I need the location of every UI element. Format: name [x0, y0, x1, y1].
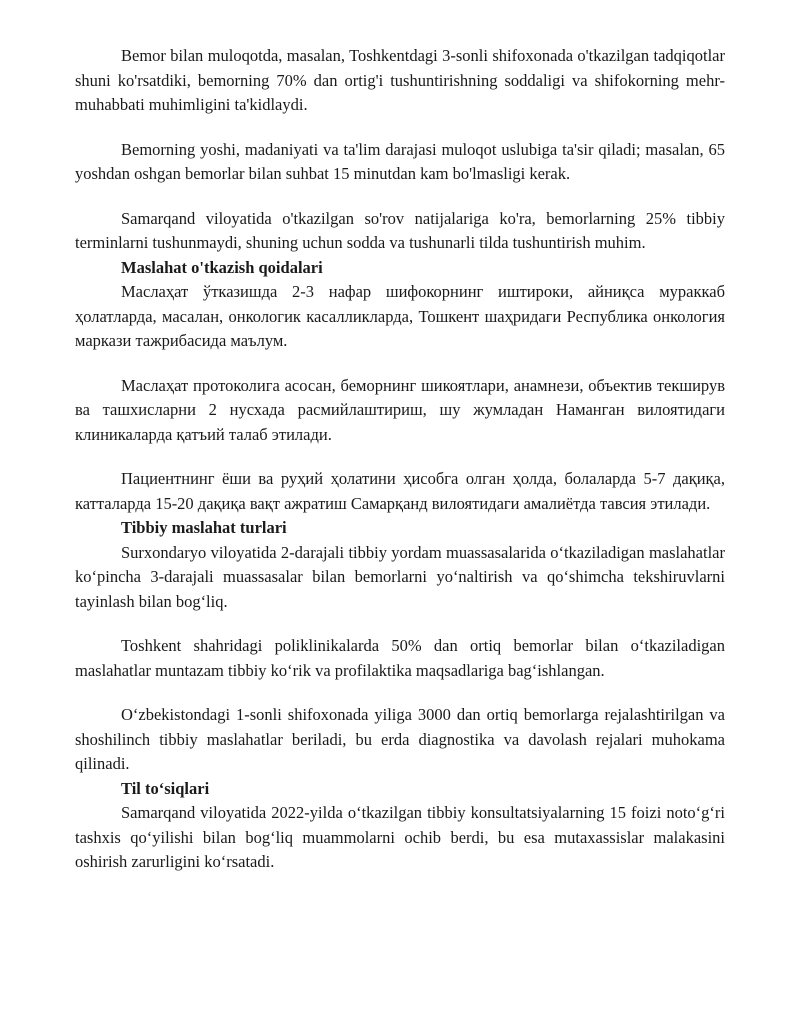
paragraph-10: Samarqand viloyatida 2022-yilda oʻtkazilgan tibbiy konsultatsiyalarning 15 foizi notoʻgʻri tashxis qoʻyilishi bilan bogʻliq muammolarni ochib berdi, bu esa mutaxassislar malakasini oshirish zarurligini koʻrsatadi. — [75, 803, 725, 871]
document-page — [75, 44, 725, 875]
paragraph-9: Oʻzbekistondagi 1-sonli shifoxonada yiliga 3000 dan ortiq bemorlarga rejalashtirilgan va shoshilinch tibbiy maslahatlar beriladi, bu erda diagnostika va davolash rejalari muhokama qilinadi. — [75, 705, 725, 773]
paragraph-5: Маслаҳат протоколига асосан, беморнинг шикоятлари, анамнези, объектив текширув ва ташхисларни 2 нусхада расмийлаштириш, шу жумладан Наманган вилоятидаги клиникаларда қатъий талаб этилади. — [75, 375, 725, 444]
section-heading-language-barriers: Til toʻsiqlari — [121, 778, 210, 798]
paragraph-7: Surxondaryo viloyatida 2-darajali tibbiy yordam muassasalarida oʻtkaziladigan maslahatlar koʻpincha 3-darajali muassasalar bilan bemorlarni yoʻnaltirish va qoʻshimcha tekshiruvlarni tayinlash bilan bogʻliq. — [75, 542, 725, 611]
paragraph-1: Bemor bilan muloqotda, masalan, Toshkentdagi 3-sonli shifoxonada o'tkazilgan tadqiqotlar shuni ko'rsatdiki, bemorning 70% dan ortig'i tushuntirishning soddaligi va shifokorning mehr-muhabbati muhimligini ta'kidlaydi. — [75, 46, 725, 114]
section-heading-consultation-types: Tibbiy maslahat turlari — [121, 518, 287, 537]
paragraph-6: Пациентнинг ёши ва руҳий ҳолатини ҳисобга олган ҳолда, болаларда 5-7 дақиқа, катталарда 15-20 дақиқа вақт ажратиш Самарқанд вилоятидаги амалиётда тавсия этилади. — [75, 469, 725, 513]
paragraph-3: Samarqand viloyatida o'tkazilgan so'rov natijalariga ko'ra, bemorlarning 25% tibbiy terminlarni tushunmaydi, shuning uchun sodda va tushunarli tilda tushuntirish muhim. — [75, 208, 725, 252]
section-heading-consultation-rules: Maslahat o'tkazish qoidalari — [121, 257, 323, 277]
paragraph-4: Маслаҳат ўтказишда 2-3 нафар шифокорнинг иштироки, айниқса мураккаб ҳолатларда, масалан, онкологик касалликларда, Тошкент шаҳридаги Республика онкология маркази тажрибасида маълум. — [75, 282, 725, 350]
paragraph-2: Bemorning yoshi, madaniyati va ta'lim darajasi muloqot uslubiga ta'sir qiladi; masalan, 65 yoshdan oshgan bemorlar bilan suhbat 15 minutdan kam bo'lmasligi kerak. — [75, 139, 725, 183]
paragraph-8: Toshkent shahridagi poliklinikalarda 50% dan ortiq bemorlar bilan oʻtkaziladigan maslahatlar muntazam tibbiy koʻrik va profilaktika maqsadlariga bagʻishlangan. — [75, 636, 725, 680]
